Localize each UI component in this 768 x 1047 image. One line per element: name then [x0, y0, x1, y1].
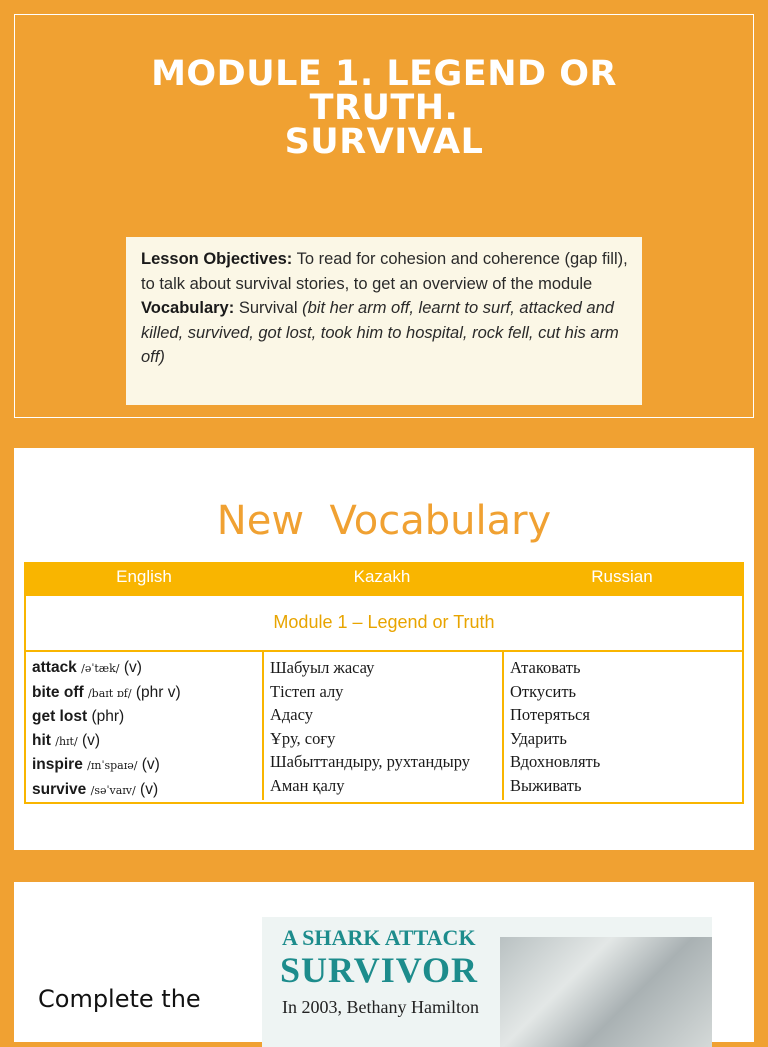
title-line-2: TRUTH.: [309, 88, 459, 128]
lesson-objectives-box: [126, 237, 642, 405]
part-of-speech: (v): [123, 659, 142, 676]
russian-translation: Выживать: [510, 775, 582, 795]
title-slide: [14, 14, 754, 418]
article-lead: In 2003, Bethany Hamilton: [282, 997, 479, 1017]
kazakh-translation: Аман қалу: [270, 775, 345, 795]
russian-translation: Потеряться: [510, 705, 590, 724]
table-body: [24, 596, 744, 804]
pronunciation: /hɪt/: [55, 734, 78, 748]
russian-translation: Вдохновлять: [510, 752, 601, 771]
russian-column: [502, 652, 742, 800]
english-word: hit: [32, 731, 51, 749]
title-line-3: SURVIVAL: [284, 122, 484, 162]
objectives-text: To read for cohesion and coherence (gap fill), to talk about survival stories, to get an overview of the module: [141, 250, 628, 293]
title-line-1: MODULE 1. LEGEND OR: [151, 54, 617, 94]
header-kazakh: Kazakh: [353, 567, 411, 586]
english-word: attack: [32, 659, 77, 676]
objectives-label: Lesson Objectives:: [141, 250, 293, 268]
pronunciation: /baɪt ɒf/: [87, 686, 132, 700]
kazakh-translation: Адасу: [270, 705, 313, 724]
vocabulary-slide: [14, 448, 754, 850]
english-column: [26, 652, 264, 800]
table-subtitle: Module 1 – Legend or Truth: [26, 596, 742, 652]
kazakh-translation: Шабыттандыру, рухтандыру: [270, 752, 471, 771]
reading-slide: [14, 882, 754, 1042]
english-word: get lost: [32, 708, 88, 725]
vocabulary-word: Survival: [238, 299, 298, 317]
english-entry: [26, 753, 264, 778]
part-of-speech: (phr): [91, 708, 125, 725]
pronunciation: /əˈtæk/: [81, 662, 120, 675]
russian-translation: Ударить: [510, 728, 567, 748]
part-of-speech: (phr v): [135, 683, 181, 701]
russian-translation: Откусить: [510, 681, 577, 701]
module-title: [15, 54, 753, 162]
kazakh-column: [262, 652, 502, 800]
english-entry: [26, 681, 264, 706]
english-word: survive: [32, 780, 87, 798]
english-entry: [26, 656, 264, 681]
english-entry: [26, 778, 264, 803]
vocabulary-examples: (bit her arm off, learnt to surf, attacked and killed, survived, got lost, took him to hospital, rock fell, cut his arm off): [141, 299, 619, 366]
english-entry: [26, 705, 264, 729]
kazakh-translation: Тістеп алу: [270, 681, 344, 701]
header-english: English: [116, 567, 172, 586]
english-word: bite off: [32, 683, 84, 701]
kazakh-translation: Ұру, соғу: [270, 728, 336, 748]
instruction-text: Complete the: [38, 985, 201, 1013]
vocabulary-heading: New Vocabulary: [216, 498, 552, 544]
article-headline: SURVIVOR: [280, 950, 479, 990]
part-of-speech: (v): [82, 731, 101, 749]
part-of-speech: (v): [141, 756, 160, 773]
header-russian: Russian: [591, 567, 653, 586]
article-photo: [500, 937, 712, 1047]
part-of-speech: (v): [140, 780, 159, 798]
russian-translation: Атаковать: [510, 658, 581, 677]
pronunciation: /səˈvaɪv/: [90, 783, 136, 797]
vocabulary-table: [24, 562, 744, 804]
english-word: inspire: [32, 756, 83, 773]
kazakh-translation: Шабуыл жасау: [270, 658, 375, 677]
pronunciation: /ɪnˈspaɪə/: [87, 759, 138, 772]
article-kicker: A SHARK ATTACK: [282, 925, 476, 950]
english-entry: [26, 729, 264, 754]
table-header: [24, 562, 744, 596]
article-image: [262, 917, 712, 1047]
vocabulary-label: Vocabulary:: [141, 299, 235, 317]
